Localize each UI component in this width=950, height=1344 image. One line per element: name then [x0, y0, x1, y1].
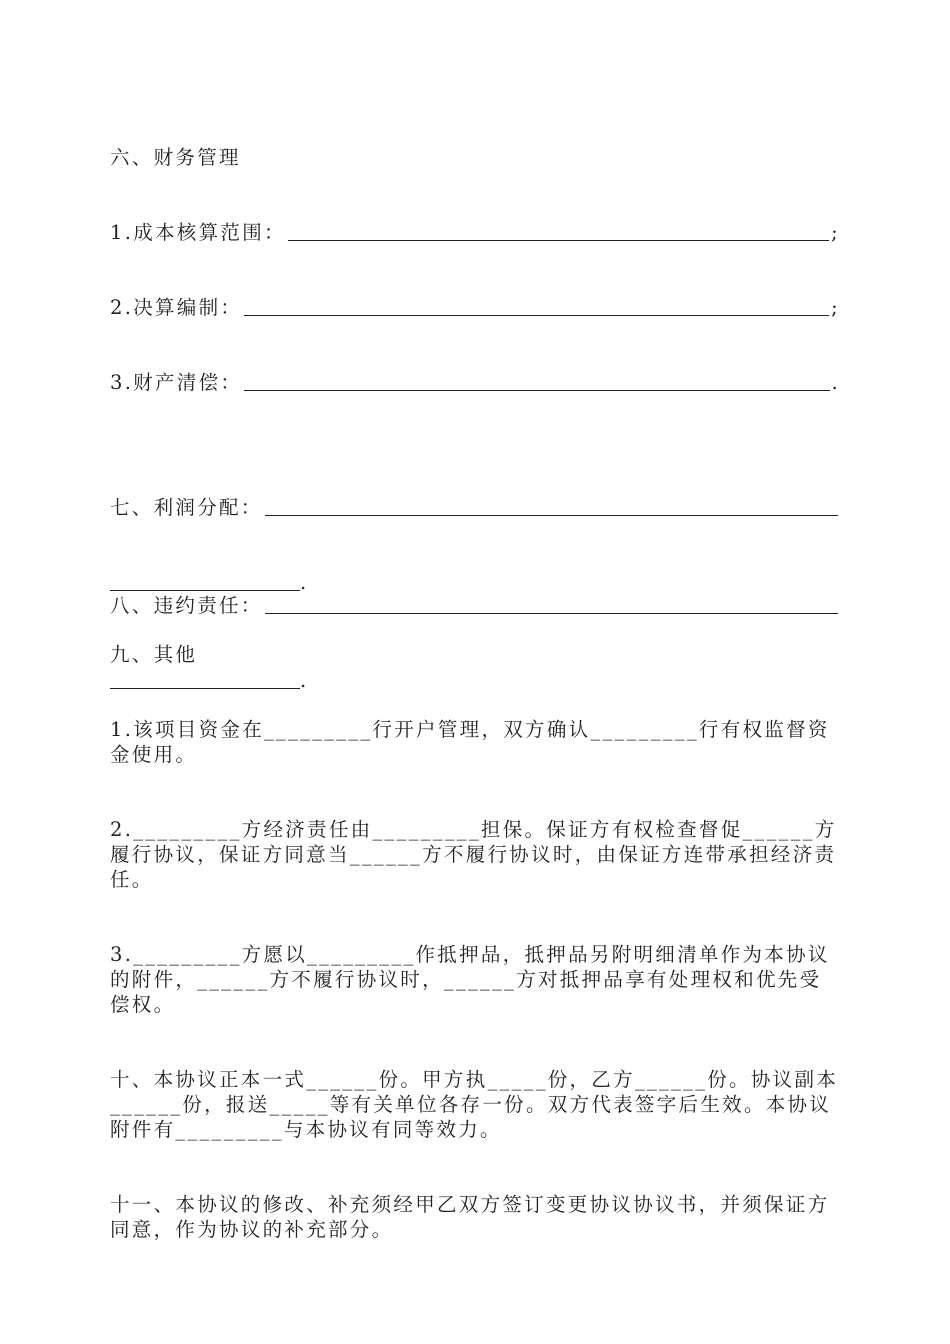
breach-liability-end: .	[300, 669, 309, 692]
document-page	[110, 0, 840, 1344]
profit-distribution-label: 七、利润分配：	[110, 496, 263, 519]
section-9-heading: 九、其他	[110, 643, 198, 666]
profit-distribution-end: .	[300, 571, 309, 594]
section-9-item-3: 3._________方愿以_________作抵押品，抵押品另附明细清单作为本协议的附件，______方不履行协议时，______方对抵押品享有处理权和优先受偿权。	[110, 943, 830, 1016]
section-6-item-2	[110, 295, 840, 320]
section-6-item-1	[110, 220, 840, 245]
breach-liability-blank-cont[interactable]	[110, 670, 300, 689]
property-clearance-end: .	[831, 371, 840, 394]
settlement-blank[interactable]	[244, 297, 829, 316]
property-clearance-label: 3.财产清偿：	[110, 371, 243, 394]
section-11: 十一、本协议的修改、补充须经甲乙双方签订变更协议协议书，并须保证方同意，作为协议的补充部分。	[110, 1193, 830, 1241]
cost-scope-end: ;	[831, 221, 840, 244]
settlement-label: 2.决算编制：	[110, 296, 243, 319]
section-6-item-3	[110, 370, 840, 395]
cost-scope-blank[interactable]	[288, 222, 829, 241]
property-clearance-blank[interactable]	[244, 372, 829, 391]
breach-liability-label: 八、违约责任：	[110, 594, 263, 617]
section-9-item-1: 1.该项目资金在_________行开户管理，双方确认_________行有权监督资金使用。	[110, 718, 830, 766]
settlement-end: ;	[831, 296, 840, 319]
cost-scope-label: 1.成本核算范围：	[110, 221, 286, 244]
profit-distribution-blank[interactable]	[265, 497, 838, 516]
section-9-item-2: 2._________方经济责任由_________担保。保证方有权检查督促______方履行协议，保证方同意当______方不履行协议时，由保证方连带承担经济责任。	[110, 818, 837, 891]
section-10: 十、本协议正本一式______份。甲方执_____份，乙方______份。协议副本______份，报送_____等有关单位各存一份。双方代表签字后生效。本协议附件有_________与本协议有同等效力。	[110, 1068, 839, 1141]
breach-liability-blank[interactable]	[265, 595, 838, 614]
section-6-heading: 六、财务管理	[110, 146, 241, 169]
